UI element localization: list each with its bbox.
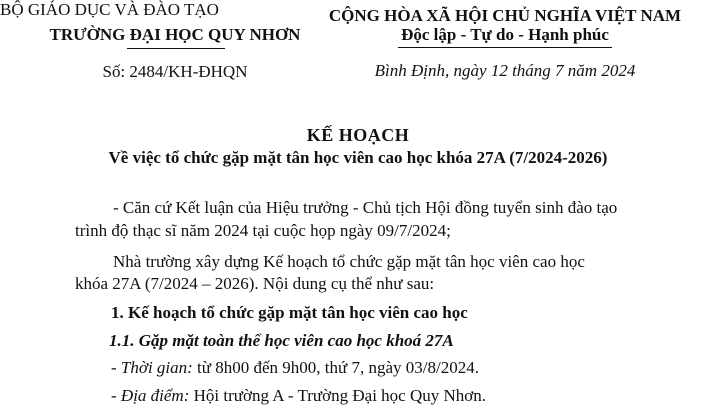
document-subtitle: Về việc tổ chức gặp mặt tân học viên cao học khóa 27A (7/2024-2026) (108, 148, 608, 167)
venue-label: - Địa điểm: (111, 386, 190, 405)
paragraph-2-line-1: Nhà trường xây dựng Kế hoạch tổ chức gặp mặt tân học viên cao học (113, 252, 585, 271)
meeting-time (111, 357, 479, 379)
venue-value: Hội trường A - Trường Đại học Quy Nhơn. (189, 386, 487, 405)
paragraph-1-line-2: trình độ thạc sĩ năm 2024 tại cuộc họp ngày 09/7/2024; (75, 221, 451, 240)
meeting-venue (111, 385, 486, 407)
document-title: KẾ HOẠCH (306, 125, 410, 145)
university-underline (127, 48, 225, 49)
section-heading-1-1: 1.1. Gặp mặt toàn thể học viên cao học khoá 27A (109, 331, 454, 350)
national-motto: Độc lập - Tự do - Hạnh phúc (401, 25, 609, 44)
section-heading-1: 1. Kế hoạch tổ chức gặp mặt tân học viên cao học (111, 303, 468, 322)
republic-name: CỘNG HÒA XÃ HỘI CHỦ NGHĨA VIỆT NAM (328, 6, 682, 25)
paragraph-2-line-2: khóa 27A (7/2024 – 2026). Nội dung cụ thể như sau: (75, 274, 435, 293)
place-date: Bình Định, ngày 12 tháng 7 năm 2024 (374, 61, 636, 80)
motto-underline (398, 47, 612, 48)
document-number: Số: 2484/KH-ĐHQN (102, 62, 248, 81)
time-value: từ 8h00 đến 9h00, thứ 7, ngày 03/8/2024. (192, 358, 479, 377)
paragraph-1-line-1: - Căn cứ Kết luận của Hiệu trưởng - Chủ tịch Hội đồng tuyển sinh đào tạo (113, 198, 618, 217)
university-name: TRƯỜNG ĐẠI HỌC QUY NHƠN (49, 25, 301, 44)
time-label: - Thời gian: (111, 358, 193, 377)
ministry-name: BỘ GIÁO DỤC VÀ ĐÀO TẠO (0, 0, 219, 19)
